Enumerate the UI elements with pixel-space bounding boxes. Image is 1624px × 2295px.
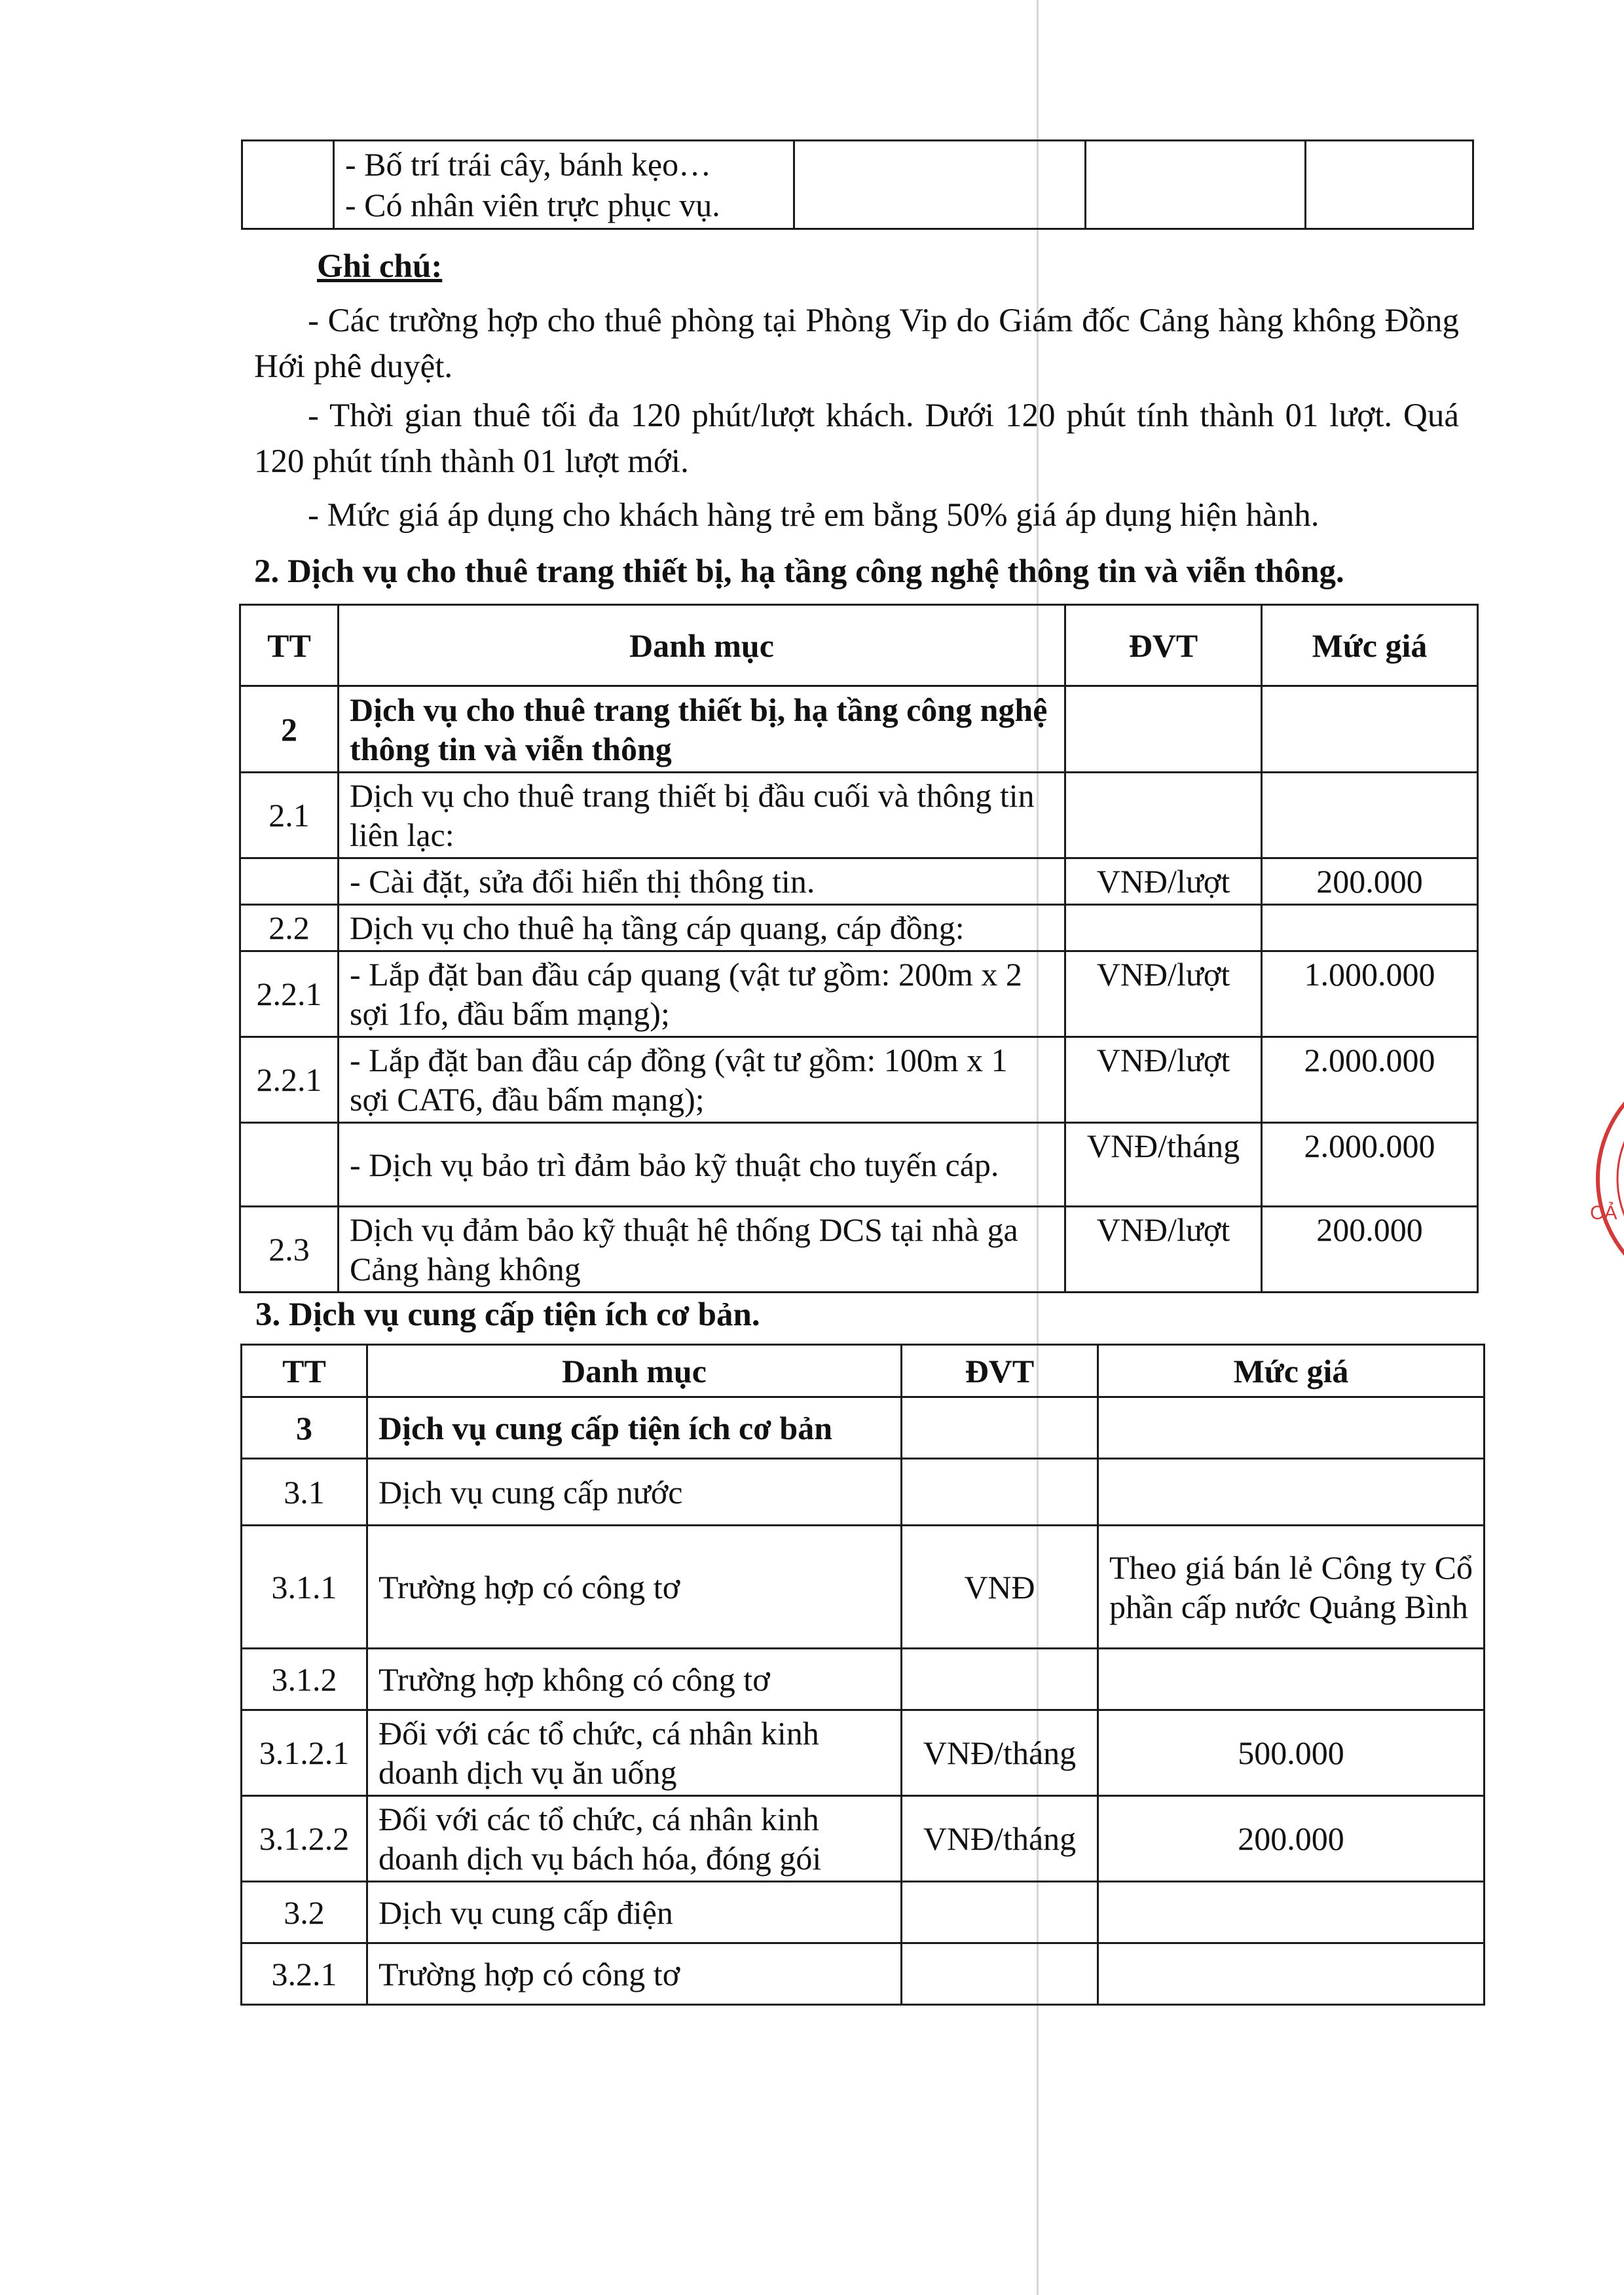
row-number: 3.2.1: [242, 1943, 367, 2005]
row-price: [1098, 1943, 1485, 2005]
row-price: [1098, 1397, 1485, 1459]
row-item-name: - Lắp đặt ban đầu cáp quang (vật tư gồm: 200m x 2 sợi 1fo, đầu bấm mạng);: [339, 951, 1065, 1037]
row-number: 2.2.1: [240, 1037, 339, 1123]
row-number: 3.1.2.1: [242, 1710, 367, 1796]
row-unit: VNĐ/lượt: [1065, 858, 1262, 905]
row-item-name: Trường hợp có công tơ: [367, 1943, 902, 2005]
row-item-name: Dịch vụ đảm bảo kỹ thuật hệ thống DCS tại nhà ga Cảng hàng không: [339, 1207, 1065, 1293]
row-item-name: Dịch vụ cung cấp tiện ích cơ bản: [367, 1397, 902, 1459]
row-item-name: - Lắp đặt ban đầu cáp đồng (vật tư gồm: 100m x 1 sợi CAT6, đầu bấm mạng);: [339, 1037, 1065, 1123]
row-number: 3.1: [242, 1459, 367, 1526]
table-row: [242, 1526, 1485, 1649]
row-item-name: Đối với các tổ chức, cá nhân kinh doanh dịch vụ ăn uống: [367, 1710, 902, 1796]
table-header-row: [242, 1345, 1485, 1397]
table-row: [242, 1649, 1485, 1710]
table-row: [240, 1123, 1478, 1207]
table-header-row: [240, 605, 1478, 686]
table-row: [240, 686, 1478, 773]
row-price: [1262, 773, 1478, 858]
row-unit: VNĐ/tháng: [902, 1710, 1098, 1796]
row-price: 2.000.000: [1262, 1037, 1478, 1123]
row-number: 2: [240, 686, 339, 773]
table-row: [240, 1207, 1478, 1293]
row-item-name: Trường hợp có công tơ: [367, 1526, 902, 1649]
row-item-name: Trường hợp không có công tơ: [367, 1649, 902, 1710]
table-row: [242, 1710, 1485, 1796]
table-row: [242, 1882, 1485, 1943]
table-cell-content: [334, 141, 794, 229]
row-price: [1262, 686, 1478, 773]
row-price: [1098, 1459, 1485, 1526]
row-unit: VNĐ/tháng: [902, 1796, 1098, 1882]
table-row: [240, 951, 1478, 1037]
row-number: 3: [242, 1397, 367, 1459]
column-header: ĐVT: [902, 1345, 1098, 1397]
row-item-name: - Cài đặt, sửa đổi hiển thị thông tin.: [339, 858, 1065, 905]
table-row: [240, 905, 1478, 951]
section-3-heading: 3. Dịch vụ cung cấp tiện ích cơ bản.: [255, 1296, 760, 1333]
table-row: [242, 1397, 1485, 1459]
row-price: 200.000: [1262, 858, 1478, 905]
column-header: Danh mục: [367, 1345, 902, 1397]
note-paragraph: - Thời gian thuê tối đa 120 phút/lượt khách. Dưới 120 phút tính thành 01 lượt. Quá 120 phút tính thành 01 lượt mới.: [254, 397, 1459, 480]
row-number: 3.1.1: [242, 1526, 367, 1649]
row-number: 3.1.2.2: [242, 1796, 367, 1882]
column-header: ĐVT: [1065, 605, 1262, 686]
section-2-heading: 2. Dịch vụ cho thuê trang thiết bị, hạ tầng công nghệ thông tin và viễn thông.: [254, 553, 1344, 590]
section-2-table: [239, 604, 1479, 1293]
table-row: [242, 1943, 1485, 2005]
list-item: - Bố trí trái cây, bánh kẹo…: [345, 146, 712, 183]
row-item-name: Đối với các tổ chức, cá nhân kinh doanh dịch vụ bách hóa, đóng gói: [367, 1796, 902, 1882]
row-item-name: Dịch vụ cung cấp điện: [367, 1882, 902, 1943]
row-unit: VNĐ/lượt: [1065, 1037, 1262, 1123]
table-row: [242, 1796, 1485, 1882]
row-unit: [1065, 905, 1262, 951]
table-row: [240, 773, 1478, 858]
red-stamp-seal: [1585, 1048, 1624, 1310]
row-price: 2.000.000: [1262, 1123, 1478, 1207]
row-price: 200.000: [1098, 1796, 1485, 1882]
row-number: 2.2.1: [240, 951, 339, 1037]
row-unit: VNĐ/lượt: [1065, 1207, 1262, 1293]
list-item: - Có nhân viên trực phục vụ.: [345, 187, 720, 223]
row-price: [1098, 1649, 1485, 1710]
table-row: [240, 858, 1478, 905]
row-price: [1098, 1882, 1485, 1943]
row-item-name: Dịch vụ cho thuê trang thiết bị đầu cuối và thông tin liên lạc:: [339, 773, 1065, 858]
row-unit: VNĐ/tháng: [1065, 1123, 1262, 1207]
row-number: [240, 1123, 339, 1207]
table-row: [242, 141, 1473, 229]
row-price: [1262, 905, 1478, 951]
note-paragraph: - Các trường hợp cho thuê phòng tại Phòng Vip do Giám đốc Cảng hàng không Đồng Hới phê duyệt.: [254, 303, 1459, 385]
row-unit: [902, 1649, 1098, 1710]
row-item-name: Dịch vụ cho thuê trang thiết bị, hạ tầng công nghệ thông tin và viễn thông: [339, 686, 1065, 773]
column-header: Mức giá: [1262, 605, 1478, 686]
row-number: 2.1: [240, 773, 339, 858]
row-item-name: - Dịch vụ bảo trì đảm bảo kỹ thuật cho tuyến cáp.: [339, 1123, 1065, 1207]
row-unit: [1065, 686, 1262, 773]
column-header: Mức giá: [1098, 1345, 1485, 1397]
row-number: 2.3: [240, 1207, 339, 1293]
column-header: TT: [240, 605, 339, 686]
row-price: 500.000: [1098, 1710, 1485, 1796]
notes-title: Ghi chú:: [317, 248, 443, 285]
row-unit: [902, 1943, 1098, 2005]
section-3-table: [240, 1344, 1485, 2006]
column-header: TT: [242, 1345, 367, 1397]
table-row: [240, 1037, 1478, 1123]
row-number: 3.1.2: [242, 1649, 367, 1710]
row-number: 3.2: [242, 1882, 367, 1943]
top-continuation-table: [241, 139, 1474, 230]
column-header: Danh mục: [339, 605, 1065, 686]
row-unit: VNĐ/lượt: [1065, 951, 1262, 1037]
row-unit: [902, 1882, 1098, 1943]
row-price: 1.000.000: [1262, 951, 1478, 1037]
table-row: [242, 1459, 1485, 1526]
row-unit: VNĐ: [902, 1526, 1098, 1649]
stamp-text: CẢ: [1590, 1202, 1617, 1224]
row-unit: [902, 1459, 1098, 1526]
row-price: Theo giá bán lẻ Công ty Cổ phần cấp nước Quảng Bình: [1098, 1526, 1485, 1649]
row-item-name: Dịch vụ cho thuê hạ tầng cáp quang, cáp đồng:: [339, 905, 1065, 951]
row-item-name: Dịch vụ cung cấp nước: [367, 1459, 902, 1526]
row-unit: [902, 1397, 1098, 1459]
row-number: [240, 858, 339, 905]
note-paragraph: - Mức giá áp dụng cho khách hàng trẻ em bằng 50% giá áp dụng hiện hành.: [308, 497, 1320, 534]
row-price: 200.000: [1262, 1207, 1478, 1293]
row-number: 2.2: [240, 905, 339, 951]
row-unit: [1065, 773, 1262, 858]
